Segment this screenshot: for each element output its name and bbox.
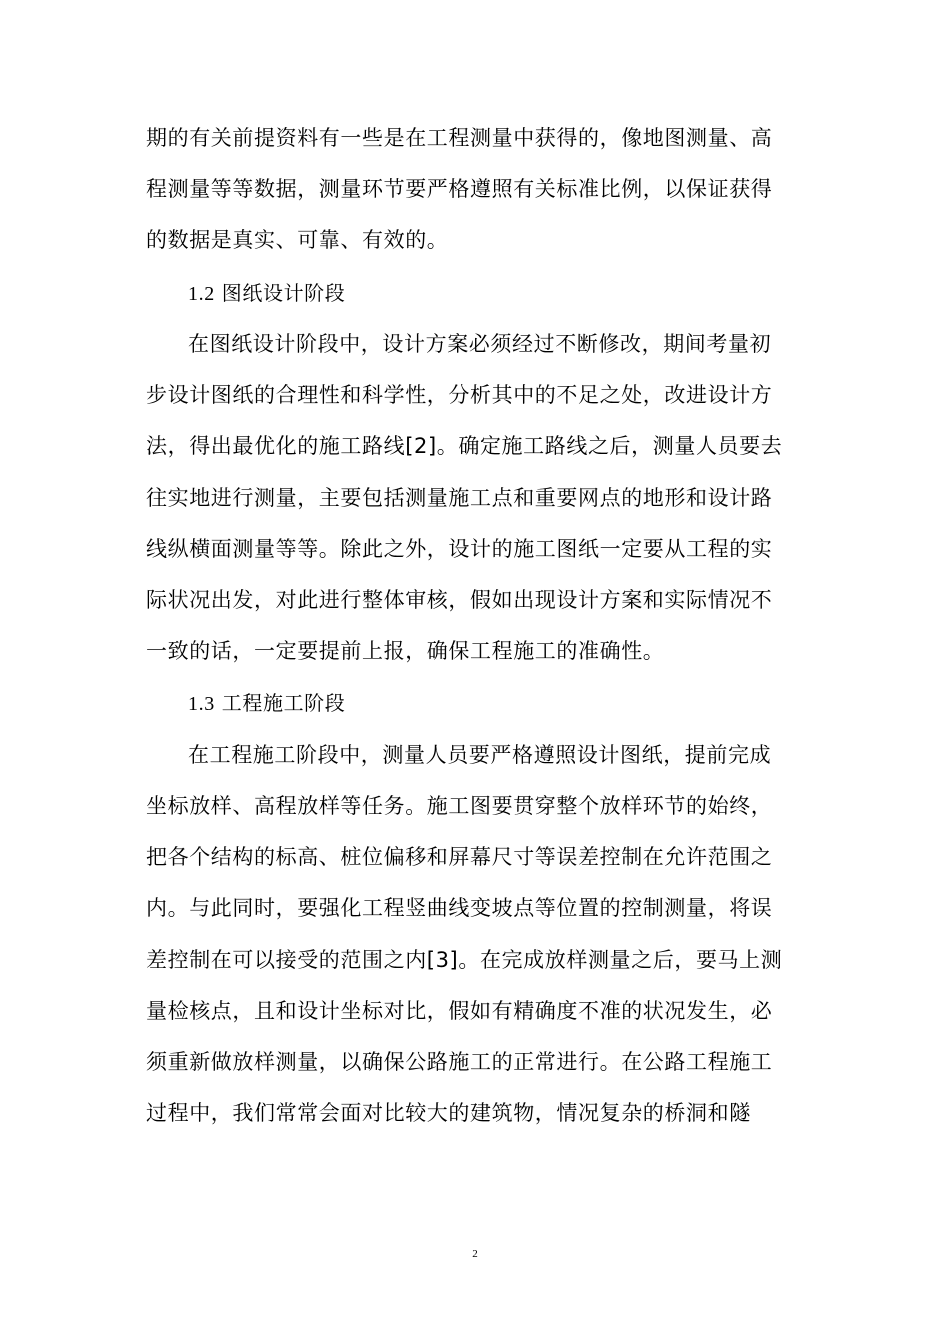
section-title: 图纸设计阶段 (221, 281, 346, 305)
section-heading-1-3 (188, 689, 345, 718)
paragraph-3-line-2: 坐标放样、高程放样等任务。施工图要贯穿整个放样环节的始终， (146, 794, 773, 818)
paragraph-2-line-3: 法，得出最优化的施工路线[2]。确定施工路线之后，测量人员要去 (146, 434, 783, 458)
paragraph-2-line-4: 往实地进行测量，主要包括测量施工点和重要网点的地形和设计路 (146, 486, 773, 510)
section-number: 1.2 (188, 283, 215, 305)
paragraph-3-line-1: 在工程施工阶段中，测量人员要严格遵照设计图纸，提前完成 (188, 743, 772, 767)
paragraph-2-line-5: 线纵横面测量等等。除此之外，设计的施工图纸一定要从工程的实 (146, 537, 773, 561)
page-number: 2 (472, 1248, 478, 1260)
paragraph-2-line-7: 一致的话，一定要提前上报，确保工程施工的准确性。 (146, 639, 665, 663)
paragraph-3-line-6: 量检核点，且和设计坐标对比，假如有精确度不准的状况发生，必 (146, 999, 773, 1023)
paragraph-1-line-1: 期的有关前提资料有一些是在工程测量中获得的，像地图测量、高 (146, 126, 773, 150)
paragraph-2-line-2: 步设计图纸的合理性和科学性，分析其中的不足之处，改进设计方 (146, 383, 773, 407)
section-heading-1-2 (188, 279, 345, 308)
paragraph-2-line-6: 际状况出发，对此进行整体审核，假如出现设计方案和实际情况不 (146, 588, 773, 612)
section-title: 工程施工阶段 (221, 691, 346, 715)
section-number: 1.3 (188, 693, 215, 715)
paragraph-3-line-3: 把各个结构的标高、桩位偏移和屏幕尺寸等误差控制在允许范围之 (146, 845, 773, 869)
paragraph-2-line-1: 在图纸设计阶段中，设计方案必须经过不断修改，期间考量初 (188, 332, 772, 356)
paragraph-1-line-3: 的数据是真实、可靠、有效的。 (146, 228, 449, 252)
paragraph-3-line-4: 内。与此同时，要强化工程竖曲线变坡点等位置的控制测量，将误 (146, 896, 773, 920)
paragraph-3-line-8: 过程中，我们常常会面对比较大的建筑物，情况复杂的桥洞和隧 (146, 1101, 751, 1125)
paragraph-3-line-7: 须重新做放样测量，以确保公路施工的正常进行。在公路工程施工 (146, 1050, 773, 1074)
paragraph-3-line-5: 差控制在可以接受的范围之内[3]。在完成放样测量之后，要马上测 (146, 948, 783, 972)
paragraph-1-line-2: 程测量等等数据，测量环节要严格遵照有关标准比例，以保证获得 (146, 177, 773, 201)
